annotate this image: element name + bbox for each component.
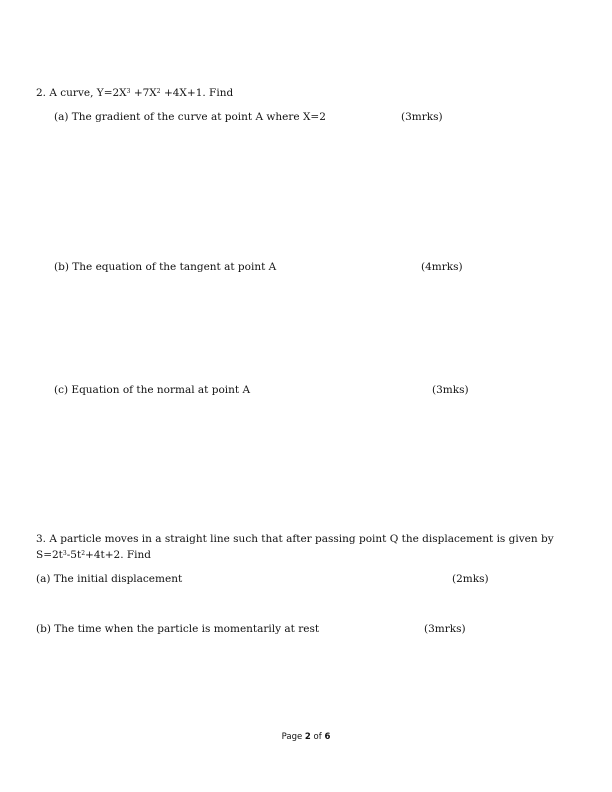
- current-page: 2: [304, 732, 311, 742]
- exponent: 3: [62, 550, 67, 557]
- text: Page: [281, 732, 305, 742]
- text: +4X+1. Find: [160, 87, 234, 99]
- question-3a-marks: (2mks): [452, 573, 489, 585]
- question-2-stem: [36, 85, 233, 100]
- text: 2. A curve, Y=2X: [36, 87, 127, 99]
- question-2b-marks: (4mrks): [421, 261, 463, 273]
- question-3a: (a) The initial displacement: [36, 573, 183, 585]
- question-2c: (c) Equation of the normal at point A: [54, 384, 251, 396]
- text: S=2t: [36, 549, 63, 561]
- total-pages: 6: [324, 732, 331, 742]
- exponent: 3: [126, 88, 131, 95]
- text: +7X: [130, 87, 157, 99]
- question-2a-marks: (3mrks): [401, 111, 443, 123]
- question-2c-marks: (3mks): [432, 384, 469, 396]
- question-3b: (b) The time when the particle is momentarily at rest: [36, 623, 320, 635]
- exponent: 2: [81, 550, 86, 557]
- text: of: [310, 732, 325, 742]
- question-3-stem-line1: 3. A particle moves in a straight line such that after passing point Q the displacement is given by: [36, 533, 554, 545]
- text: -5t: [66, 549, 82, 561]
- page-footer: [0, 730, 612, 744]
- question-3-stem-line2: [36, 547, 151, 562]
- exponent: 2: [156, 88, 161, 95]
- question-2a: (a) The gradient of the curve at point A where X=2: [54, 111, 326, 123]
- text: +4t+2. Find: [85, 549, 151, 561]
- question-2b: (b) The equation of the tangent at point A: [54, 261, 277, 273]
- question-3b-marks: (3mrks): [424, 623, 466, 635]
